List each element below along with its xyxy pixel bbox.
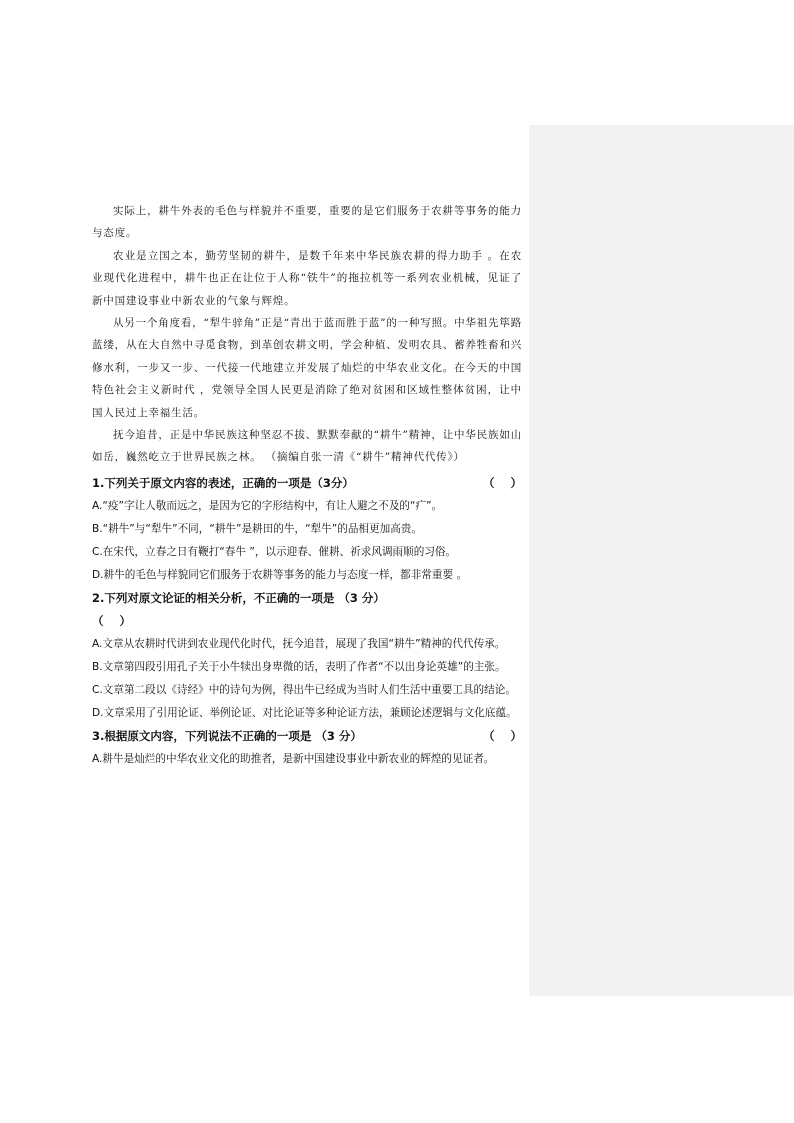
passage-paragraph: 实际上，耕牛外表的毛色与样貌并不重要，重要的是它们服务于农耕等事务的能力与态度。 (92, 205, 522, 240)
passage-paragraph: 从另一个角度看，“犁牛骍角”正是“青出于蓝而胜于蓝”的一种写照。中华祖先筚路蓝缕，从在大自然中寻觅食物，到革创农耕文明，学会种植、发明农具、蓄养牲畜和兴修水利，一步又一步、一代接一代地建立并发展了灿烂的中华农业文化。在今天的中国特色社会主义新时代 ，党领导全国人民更是消除了绝对贫困和区域性整体贫困，让中国人民过上幸福生活。 (92, 317, 522, 419)
question-stem-row (92, 725, 522, 748)
question-3 (92, 725, 522, 771)
option-a: A.“疫”字让人敬而远之，是因为它的字形结构中，有让人避之不及的“疒”。 (92, 499, 443, 512)
answer-bracket: （ ） (482, 728, 522, 743)
option-c: C.在宋代，立春之日有鞭打“春牛 ”，以示迎春、催耕、祈求风调雨顺的习俗。 (92, 545, 457, 558)
reading-passage (92, 200, 522, 469)
option-b: B.文章第四段引用孔子关于小牛犊出身卑微的话，表明了作者“不以出身论英雄”的主张。 (92, 660, 506, 673)
question-stem: 1.下列关于原文内容的表述，正确的一项是（3分） (92, 475, 354, 490)
option-b: B.“耕牛”与“犁牛”不同，“耕牛”是耕田的牛，“犁牛”的品相更加高贵。 (92, 522, 422, 535)
option-d: D.耕牛的毛色与样貌同它们服务于农耕等事务的能力与态度一样，都非常重要 。 (92, 568, 468, 581)
option-d: D.文章采用了引用论证、举例论证、对比论证等多种论证方法，兼顾论述逻辑与文化底蕴。 (92, 706, 517, 719)
option-a: A.文章从农耕时代讲到农业现代化时代，抚今追昔，展现了我国“耕牛”精神的代代传承。 (92, 637, 506, 650)
question-stem: 3.根据原文内容，下列说法不正确的一项是 （3 分） (92, 728, 362, 743)
answer-bracket: （ ） (92, 613, 132, 628)
question-stem-row (92, 587, 522, 633)
document-body (92, 200, 522, 771)
question-stem: 2.下列对原文论证的相关分析，不正确的一项是 （3 分） (92, 590, 385, 605)
question-stem-row (92, 472, 522, 495)
answer-bracket: （ ） (482, 475, 522, 490)
option-a: A.耕牛是灿烂的中华农业文化的助推者，是新中国建设事业中新农业的辉煌的见证者。 (92, 752, 495, 765)
passage-paragraph: 农业是立国之本，勤劳坚韧的耕牛，是数千年来中华民族农耕的得力助手 。在农业现代化进程中，耕牛也正在让位于人称“铁牛”的拖拉机等一系列农业机械，见证了新中国建设事业中新农业的气象与辉煌。 (92, 249, 522, 307)
option-c: C.文章第二段以《诗经》中的诗句为例，得出牛已经成为当时人们生活中重要工具的结论。 (92, 683, 516, 696)
question-2 (92, 587, 522, 725)
comment-margin-pane (529, 125, 794, 996)
passage-paragraph: 抚今追昔，正是中华民族这种坚忍不拔、默默奉献的“耕牛”精神，让中华民族如山如岳，巍然屹立于世界民族之林。 （摘编自张一清《“耕牛”精神代代传》） (92, 429, 522, 464)
question-1 (92, 472, 522, 587)
